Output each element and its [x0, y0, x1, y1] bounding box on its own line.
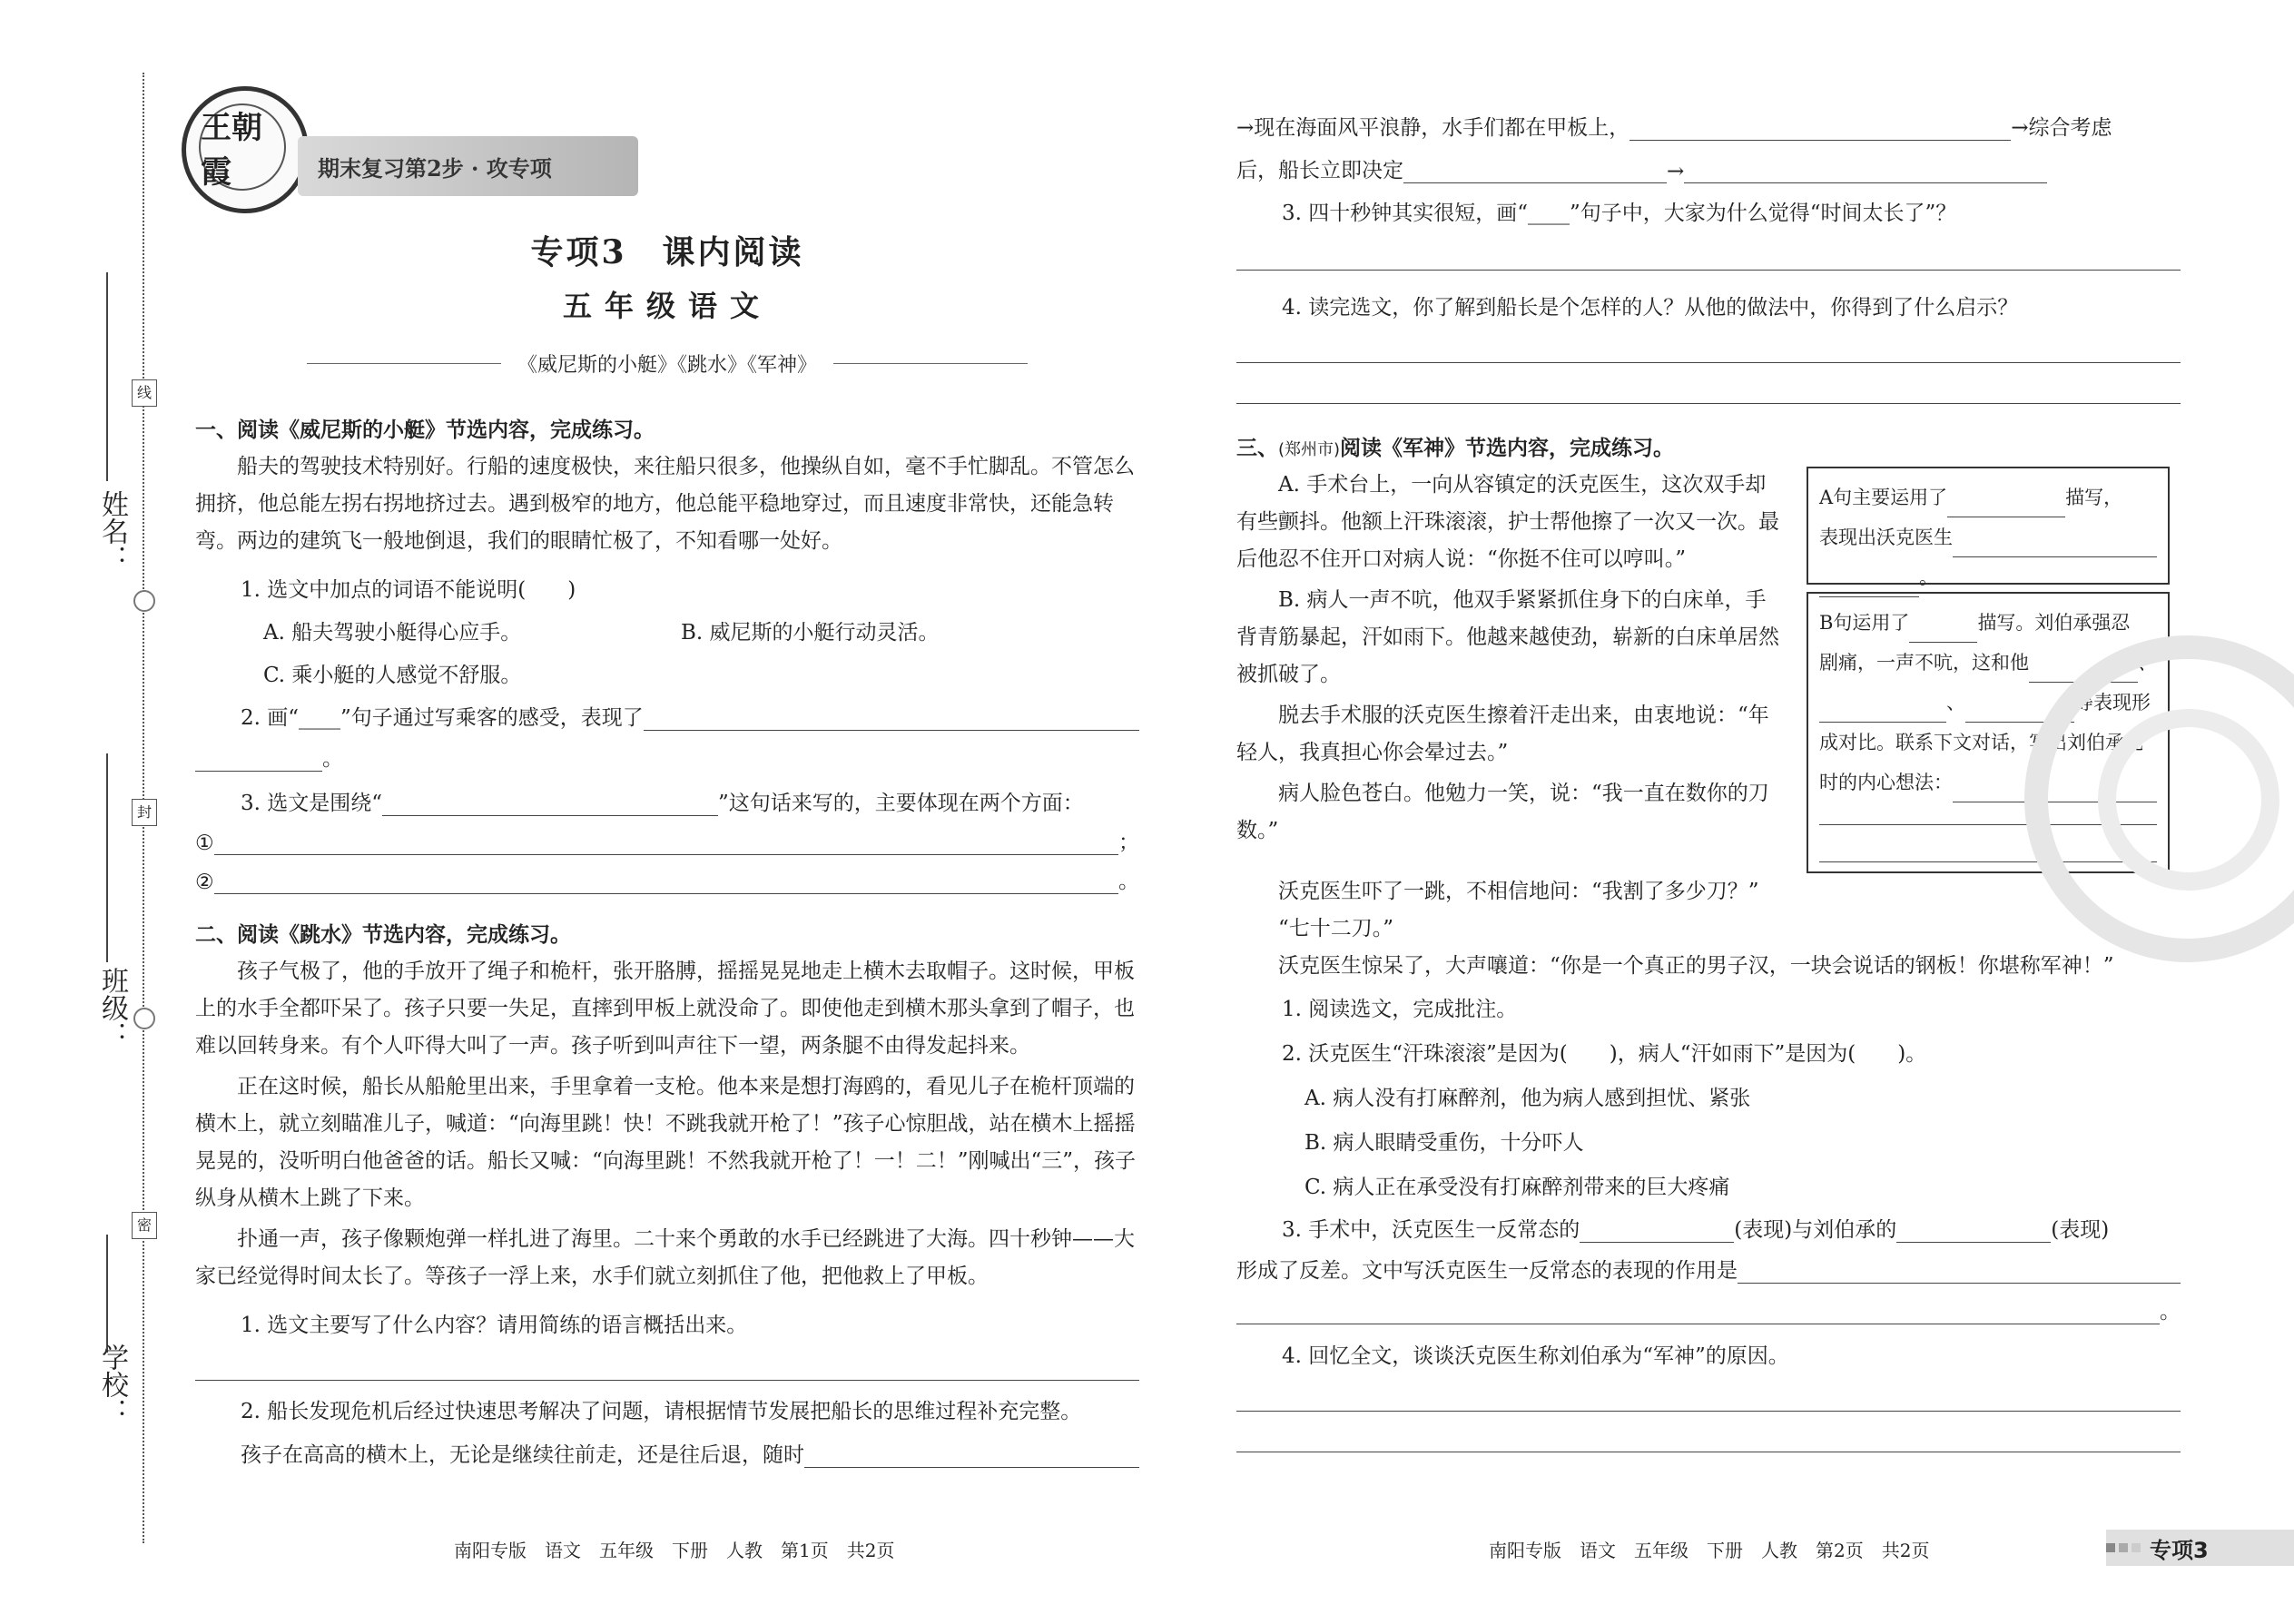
s3-q2: 2. 沃克医生“汗珠滚滚”是因为( )，病人“汗如雨下”是因为( )。 [1282, 1042, 1927, 1066]
section-1-heading: 一、阅读《威尼斯的小艇》节选内容，完成练习。 [195, 418, 655, 442]
s1-q2: 2. 画“____”句子通过写乘客的感受，表现了 [241, 706, 644, 730]
banner: 期末复习第2步 · 攻专项 [298, 136, 638, 196]
s3-q2-option-c[interactable]: C. 病人正在承受没有打麻醉剂带来的巨大疼痛 [1305, 1176, 1730, 1199]
s3-para-6: “七十二刀。” [1278, 917, 1394, 940]
section-3-heading-text: 阅读《军神》节选内容，完成练习。 [1340, 437, 1675, 460]
box-b-text: 成对比。联系下文对话，写出刘伯承此 [1819, 732, 2143, 753]
punct: 。 [1118, 870, 1139, 893]
s3-q3-blank-2[interactable] [1896, 1216, 2051, 1243]
section-2-para-2: 正在这时候，船长从船舱里出来，手里拿着一支枪。他本来是想打海鸥的，看见儿子在桅杆顶端的横木上，就立刻瞄准儿子，喊道：“向海里跳！快！不跳我就开枪了！”孩子心惊胆战，站在横木上摇摇晃晃的，没听明白他爸爸的话。船长又喊：“向海里跳！不然我就开枪了！一！二！”刚喊出“三”，孩子纵身从横木上跳了下来。 [195, 1075, 1137, 1210]
s2-q2-cont: 孩子在高高的横木上，无论是继续往前走，还是往后退，随时 [241, 1443, 804, 1467]
punct: 、 [1946, 692, 1965, 714]
section-2-para-3: 扑通一声，孩子像颗炮弹一样扎进了海里。二十来个勇敢的水手已经跳进了大海。四十秒钟——大家已经觉得时间太长了。等孩子一浮上来，水手们就立刻抓住了他，把他救上了甲板。 [195, 1227, 1135, 1288]
source-list: 《威尼斯的小艇》《跳水》《军神》 [517, 353, 818, 377]
section-3-city: (郑州市) [1278, 440, 1341, 459]
box-a-text: 表现出沃克医生 [1819, 527, 1953, 548]
footer-left: 南阳专版 语文 五年级 下册 人教 第1页 共2页 [454, 1540, 895, 1561]
box-b-text: 剧痛，一声不吭，这和他 [1819, 652, 2029, 674]
name-label: 姓名： [96, 490, 128, 572]
s1-q3-quote-answer[interactable] [382, 790, 718, 816]
s3-para-7: 沃克医生惊呆了，大声嚷道：“你是一个真正的男子汉，一块会说话的钢板！你堪称军神！” [1278, 954, 2114, 978]
section-tab [2106, 1530, 2294, 1566]
s2-q4-answer-1[interactable] [1236, 337, 2181, 363]
tab-square-icon [2119, 1543, 2128, 1552]
name-blank[interactable] [106, 272, 108, 481]
box-b-text: 时的内心想法： [1819, 772, 1953, 793]
s2-q2-line1a: →现在海面风平浪静，水手们都在甲板上， [1236, 116, 1630, 140]
s3-passage-a: A. 手术台上，一向从容镇定的沃克医生，这次双手却有些颤抖。他额上汗珠滚滚，护士帮他擦了一次又一次。最后他忍不住开口对病人说：“你挺不住可以哼叫。” [1236, 473, 1779, 571]
s2-q2-line1b: →综合考虑 [2011, 116, 2112, 140]
tab-label: 专项3 [2150, 1537, 2209, 1563]
s3-q3-blank-4[interactable] [1236, 1298, 2160, 1324]
box-b-text: 等表现形 [2074, 692, 2151, 714]
s1-q3-item1-answer[interactable] [214, 829, 1118, 855]
seal-char-line: 线 [132, 379, 157, 407]
source-texts [290, 345, 1044, 381]
s1-q2-answer-cont[interactable] [195, 745, 322, 772]
brand-logo [182, 86, 309, 213]
class-blank[interactable] [106, 753, 108, 962]
s3-q3-blank-1[interactable] [1580, 1216, 1734, 1243]
box-b-text: B句运用了 [1819, 612, 1910, 634]
punct: ； [1118, 831, 1139, 854]
binding-ring-icon [133, 590, 155, 612]
s1-q1: 1. 选文中加点的词语不能说明( ) [241, 578, 576, 602]
box-b-blank-1[interactable] [1909, 620, 1977, 643]
box-b-text: 描写。刘伯承强忍 [1977, 612, 2131, 634]
s2-q2-line2b: → [1667, 160, 1685, 183]
seal-char-seal: 封 [132, 799, 157, 826]
logo-text: 王朝霞 [199, 103, 286, 191]
punct: 。 [1919, 566, 1938, 588]
section-3-heading [1236, 431, 2181, 461]
s2-q3-answer[interactable] [1236, 244, 2181, 271]
divider [307, 363, 501, 364]
binding-ring-icon [133, 1008, 155, 1029]
box-a-blank-1[interactable] [1947, 495, 2065, 517]
s3-para-5: 沃克医生吓了一跳，不相信地问：“我割了多少刀？” [1278, 880, 1759, 903]
s3-q4: 4. 回忆全文，谈谈沃克医生称刘伯承为“军神”的原因。 [1282, 1344, 1789, 1368]
s1-q1-option-c[interactable]: C. 乘小艇的人感觉不舒服。 [263, 664, 522, 687]
section-2-para-1: 孩子气极了，他的手放开了绳子和桅杆，张开胳膊，摇摇晃晃地走上横木去取帽子。这时候，甲板上的水手全都吓呆了。孩子只要一失足，直摔到甲板上就没命了。即使他走到横木那头拿到了帽子，也难以回转身来。有个人吓得大叫了一声。孩子听到叫声往下一望，两条腿不由得发起抖来。 [195, 960, 1135, 1058]
s1-q3-mid: ”这句话来写的，主要体现在两个方面： [718, 792, 1084, 815]
s3-q4-answer-2[interactable] [1236, 1426, 2181, 1452]
s3-q3: 3. 手术中，沃克医生一反常态的 [1282, 1218, 1580, 1242]
s3-q3-text: (表现) [2051, 1218, 2110, 1242]
s2-q1: 1. 选文主要写了什么内容？请用简练的语言概括出来。 [241, 1314, 748, 1337]
annotation-box-a [1807, 467, 2170, 588]
binding-margin [86, 73, 168, 1543]
s3-q3-text: (表现)与刘伯承的 [1734, 1218, 1897, 1242]
footer-right: 南阳专版 语文 五年级 下册 人教 第2页 共2页 [1489, 1540, 1930, 1561]
s3-para-4: 病人脸色苍白。他勉力一笑，说：“我一直在数你的刀数。” [1236, 782, 1769, 842]
s3-q3-text: 形成了反差。文中写沃克医生一反常态的表现的作用是 [1236, 1259, 1738, 1283]
punct: 。 [322, 747, 343, 771]
s2-q1-answer[interactable] [195, 1354, 1139, 1381]
s3-passage-b: B. 病人一声不吭，他双手紧紧抓住身下的白床单，手背青筋暴起，汗如雨下。他越来越使劲，崭新的白床单居然被抓破了。 [1236, 588, 1779, 686]
divider [833, 363, 1028, 364]
box-a-blank-2[interactable] [1953, 535, 2157, 557]
s1-q3-item2-answer[interactable] [214, 868, 1118, 894]
section-2-heading: 二、阅读《跳水》节选内容，完成练习。 [195, 923, 571, 947]
s1-q3-item1-label: ① [195, 832, 214, 855]
s1-q3: 3. 选文是围绕“ [241, 792, 383, 815]
punct: 、 [2138, 652, 2157, 674]
box-a-blank-3[interactable] [1819, 575, 1919, 597]
s2-q4-answer-2[interactable] [1236, 378, 2181, 404]
class-label: 班级： [96, 967, 128, 1048]
box-b-blank-3[interactable] [1819, 700, 1946, 723]
s1-q1-option-b[interactable]: B. 威尼斯的小艇行动灵活。 [681, 621, 940, 645]
s3-q4-answer-1[interactable] [1236, 1385, 2181, 1412]
page-title: 专项3 课内阅读 [530, 233, 804, 271]
s2-q2-answer-1[interactable] [804, 1442, 1139, 1468]
s3-q3-blank-3[interactable] [1738, 1257, 2181, 1284]
tab-square-icon [2106, 1543, 2115, 1552]
s1-q1-option-a[interactable]: A. 船夫驾驶小艇得心应手。 [263, 621, 522, 645]
seal-char-secret: 密 [132, 1212, 157, 1239]
section-1-passage: 船夫的驾驶技术特别好。行船的速度极快，来往船只很多，他操纵自如，毫不手忙脚乱。不管怎么拥挤，他总能左拐右拐地挤过去。遇到极窄的地方，他总能平稳地穿过，而且速度非常快，还能急转弯。两边的建筑飞一般地倒退，我们的眼睛忙极了，不知看哪一处好。 [195, 455, 1135, 553]
school-blank[interactable] [106, 1235, 108, 1353]
s3-q2-option-a[interactable]: A. 病人没有打麻醉剂，他为病人感到担忧、紧张 [1305, 1087, 1751, 1110]
s3-q1: 1. 阅读选文，完成批注。 [1282, 998, 1518, 1021]
box-a-text: A句主要运用了 [1819, 487, 1948, 508]
section-3-number: 三、 [1236, 437, 1278, 460]
s2-q2-answer-2[interactable] [1629, 114, 2011, 141]
s2-q2: 2. 船长发现危机后经过快速思考解决了问题，请根据情节发展把船长的思维过程补充完整。 [241, 1400, 1082, 1423]
s2-q2-answer-4[interactable] [1684, 157, 2047, 183]
s2-q2-line2a: 后，船长立即决定 [1236, 159, 1403, 182]
s3-para-3: 脱去手术服的沃克医生擦着汗走出来，由衷地说：“年轻人，我真担心你会晕过去。” [1236, 704, 1769, 764]
s2-q4: 4. 读完选文，你了解到船长是个怎样的人？从他的做法中，你得到了什么启示？ [1282, 296, 2019, 320]
s2-q3: 3. 四十秒钟其实很短，画“____”句子中，大家为什么觉得“时间太长了”？ [1282, 202, 1957, 225]
s3-q2-option-b[interactable]: B. 病人眼睛受重伤，十分吓人 [1305, 1131, 1584, 1155]
school-label: 学校： [96, 1343, 128, 1425]
s1-q3-item2-label: ② [195, 871, 214, 894]
s1-q2-answer[interactable] [644, 704, 1139, 731]
s2-q2-answer-3[interactable] [1403, 157, 1667, 183]
tab-square-icon [2132, 1543, 2141, 1552]
page-subtitle: 五年级语文 [562, 289, 772, 323]
box-a-text: 描写， [2065, 487, 2123, 508]
punct: 。 [2160, 1300, 2181, 1324]
left-column [195, 413, 1139, 1468]
